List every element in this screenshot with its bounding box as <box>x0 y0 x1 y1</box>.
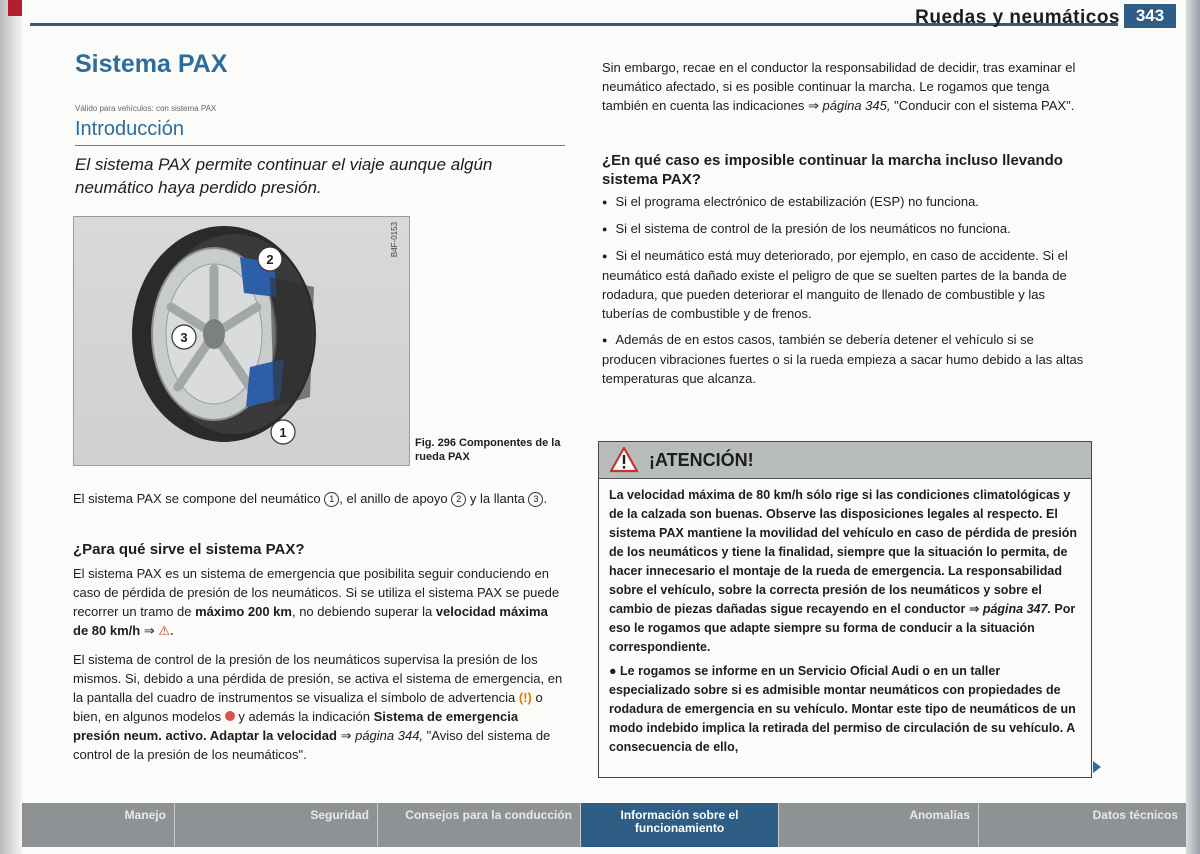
figure-caption: Fig. 296 Componentes de la rueda PAX <box>415 437 561 463</box>
section-subtitle: Introducción <box>75 118 184 140</box>
page-number: 343 <box>1124 4 1176 28</box>
display-message: Sistema de emergencia presión neum. activo. Adaptar la velocidad <box>73 709 519 743</box>
text-run: El sistema PAX se compone del neumático <box>73 491 321 506</box>
warning-body <box>599 479 1091 757</box>
list-item: ● Si el sistema de control de la presión de los neumáticos no funciona. <box>602 219 1090 239</box>
list-item: ● Si el neumático está muy deteriorado, por ejemplo, en caso de accidente. Si el neumático está dañado existe el peligro de que se suelten partes de la banda de rodadura, que pueden deteriorar el manguito de llenado de combustible y las tuberías de combustible y de frenos. <box>602 246 1090 323</box>
warning-header <box>599 442 1091 479</box>
continue-arrow-icon <box>1093 761 1101 773</box>
pressure-monitor-paragraph <box>73 650 566 764</box>
tyre-pressure-warning-icon: (!) <box>518 690 532 705</box>
bullet-dot: ● <box>609 664 621 678</box>
text-run: . <box>543 491 548 506</box>
responsibility-paragraph <box>602 58 1090 115</box>
text-run: El sistema de control de la presión de los neumáticos supervisa la presión de los mismos. Si, debido a una pérdida de presión, se activa el sistema de emergencia, en la pantalla del cuadro de instrumentos se visualiza el símbolo de advertencia <box>73 652 563 705</box>
text-run: o bien, en algunos modelos <box>73 690 543 724</box>
page-edge <box>1186 0 1200 854</box>
ref-rim: 3 <box>528 492 543 507</box>
warning-title: ¡ATENCIÓN! <box>649 450 754 470</box>
ref-arrow: ⇒ <box>968 602 980 616</box>
text-run: Sin embargo, recae en el conductor la responsabilidad de decidir, tras examinar el neumático afectado, si es posible continuar la marcha. Le rogamos que tenga también en cuenta las indicaciones <box>602 60 1076 113</box>
text-run: y la llanta <box>469 491 525 506</box>
chapter-tab-bar <box>22 803 1186 847</box>
tab-seguridad[interactable]: Seguridad <box>175 803 378 847</box>
warning-triangle-icon <box>609 446 639 473</box>
ref-arrow: ⇒ <box>807 98 819 113</box>
page-reference: página 347. <box>982 602 1051 616</box>
callout-2: 2 <box>266 252 274 267</box>
warning-paragraph <box>609 486 1081 657</box>
warning-icon: ⚠. <box>158 623 174 638</box>
intro-lead: El sistema PAX permite continuar el viaje aunque algún neumático haya perdido presión. <box>75 155 493 197</box>
ref-arrow: ⇒ <box>340 728 352 743</box>
tab-consejos-conduccion[interactable]: Consejos para la conducción <box>378 803 581 847</box>
warning-box <box>598 441 1092 778</box>
text-run: , el anillo de apoyo <box>339 491 448 506</box>
red-warning-icon <box>225 711 235 721</box>
conditions-list <box>602 192 1090 395</box>
pax-wheel-illustration <box>74 217 409 465</box>
callout-3: 3 <box>180 330 188 345</box>
text-run: La velocidad máxima de 80 km/h sólo rige si las condiciones climatológicas y de la calzada son buenas. Observe las disposiciones legales al respecto. El sistema PAX mantiene la movilidad del vehículo en caso de pérdida de presión de los neumáticos y tiene la finalidad, siempre que la situación lo permita, de hacer innecesario el montaje de la rueda de emergencia. La responsabilidad sobre el vehículo, sobre la correcta presión de los neumáticos y sobre el cambio de piezas dañadas sigue recayendo en el conductor <box>609 488 1077 616</box>
ref-support-ring: 2 <box>451 492 466 507</box>
section-header: Ruedas y neumáticos <box>915 7 1120 28</box>
ref-arrow: ⇒ <box>143 623 155 638</box>
tab-anomalias[interactable]: Anomalías <box>779 803 979 847</box>
purpose-paragraph <box>73 564 566 640</box>
text-run: , no debiendo superar la <box>291 604 433 619</box>
list-item: ● Además de en estos casos, también se debería detener el vehículo si se producen vibraciones fuertes o si la rueda empieza a sacar humo debido a las altas temperaturas que alcanza. <box>602 330 1090 388</box>
impossible-heading: ¿En qué caso es imposible continuar la marcha incluso llevando sistema PAX? <box>602 152 1063 188</box>
text-run: Le rogamos se informe en un Servicio Oficial Audi o en un taller especializado sobre si es admisible montar neumáticos con propiedades de rodadura de emergencia en su vehículo. Montar este tipo de neumáticos de un modo indebido implica la retirada del permiso de circulación de su vehículo. A consecuencia de ello, <box>609 664 1076 754</box>
tab-manejo[interactable]: Manejo <box>22 803 175 847</box>
warning-paragraph <box>609 662 1081 757</box>
text-run: "Conducir con el sistema PAX". <box>894 98 1075 113</box>
figure-code: B4F-0153 <box>390 222 399 258</box>
text-run: y además la indicación <box>238 709 370 724</box>
subtitle-rule <box>75 145 565 146</box>
page-binding <box>0 0 22 854</box>
callout-1: 1 <box>279 425 287 440</box>
page-reference: página 345, <box>822 98 891 113</box>
page-title: Sistema PAX <box>75 50 228 78</box>
purpose-heading: ¿Para qué sirve el sistema PAX? <box>73 541 305 558</box>
list-item: ● Si el programa electrónico de estabilización (ESP) no funciona. <box>602 192 1090 212</box>
components-paragraph <box>73 489 566 508</box>
ref-tyre: 1 <box>324 492 339 507</box>
text-run: El sistema PAX es un sistema de emergencia que posibilita seguir conduciendo en caso de pérdida de presión de los neumáticos. Si se utiliza el sistema PAX se puede recorrer un tramo de <box>73 566 560 619</box>
max-distance: máximo 200 km <box>195 604 292 619</box>
max-speed: velocidad máxima de 80 km/h <box>73 604 548 638</box>
text-run: "Aviso del sistema de control de la presión de los neumáticos". <box>73 728 551 762</box>
tab-informacion-funcionamiento[interactable]: Información sobre el funcionamiento <box>581 803 779 847</box>
tab-datos-tecnicos[interactable]: Datos técnicos <box>1092 808 1178 822</box>
pax-wheel-figure <box>73 216 410 466</box>
page-reference: página 344, <box>355 728 424 743</box>
bookmark-mark <box>8 0 22 16</box>
text-run: Por eso le rogamos que adapte siempre su forma de conducir a la situación correspondiente. <box>609 602 1076 654</box>
validity-note: Válido para vehículos: con sistema PAX <box>75 104 217 113</box>
